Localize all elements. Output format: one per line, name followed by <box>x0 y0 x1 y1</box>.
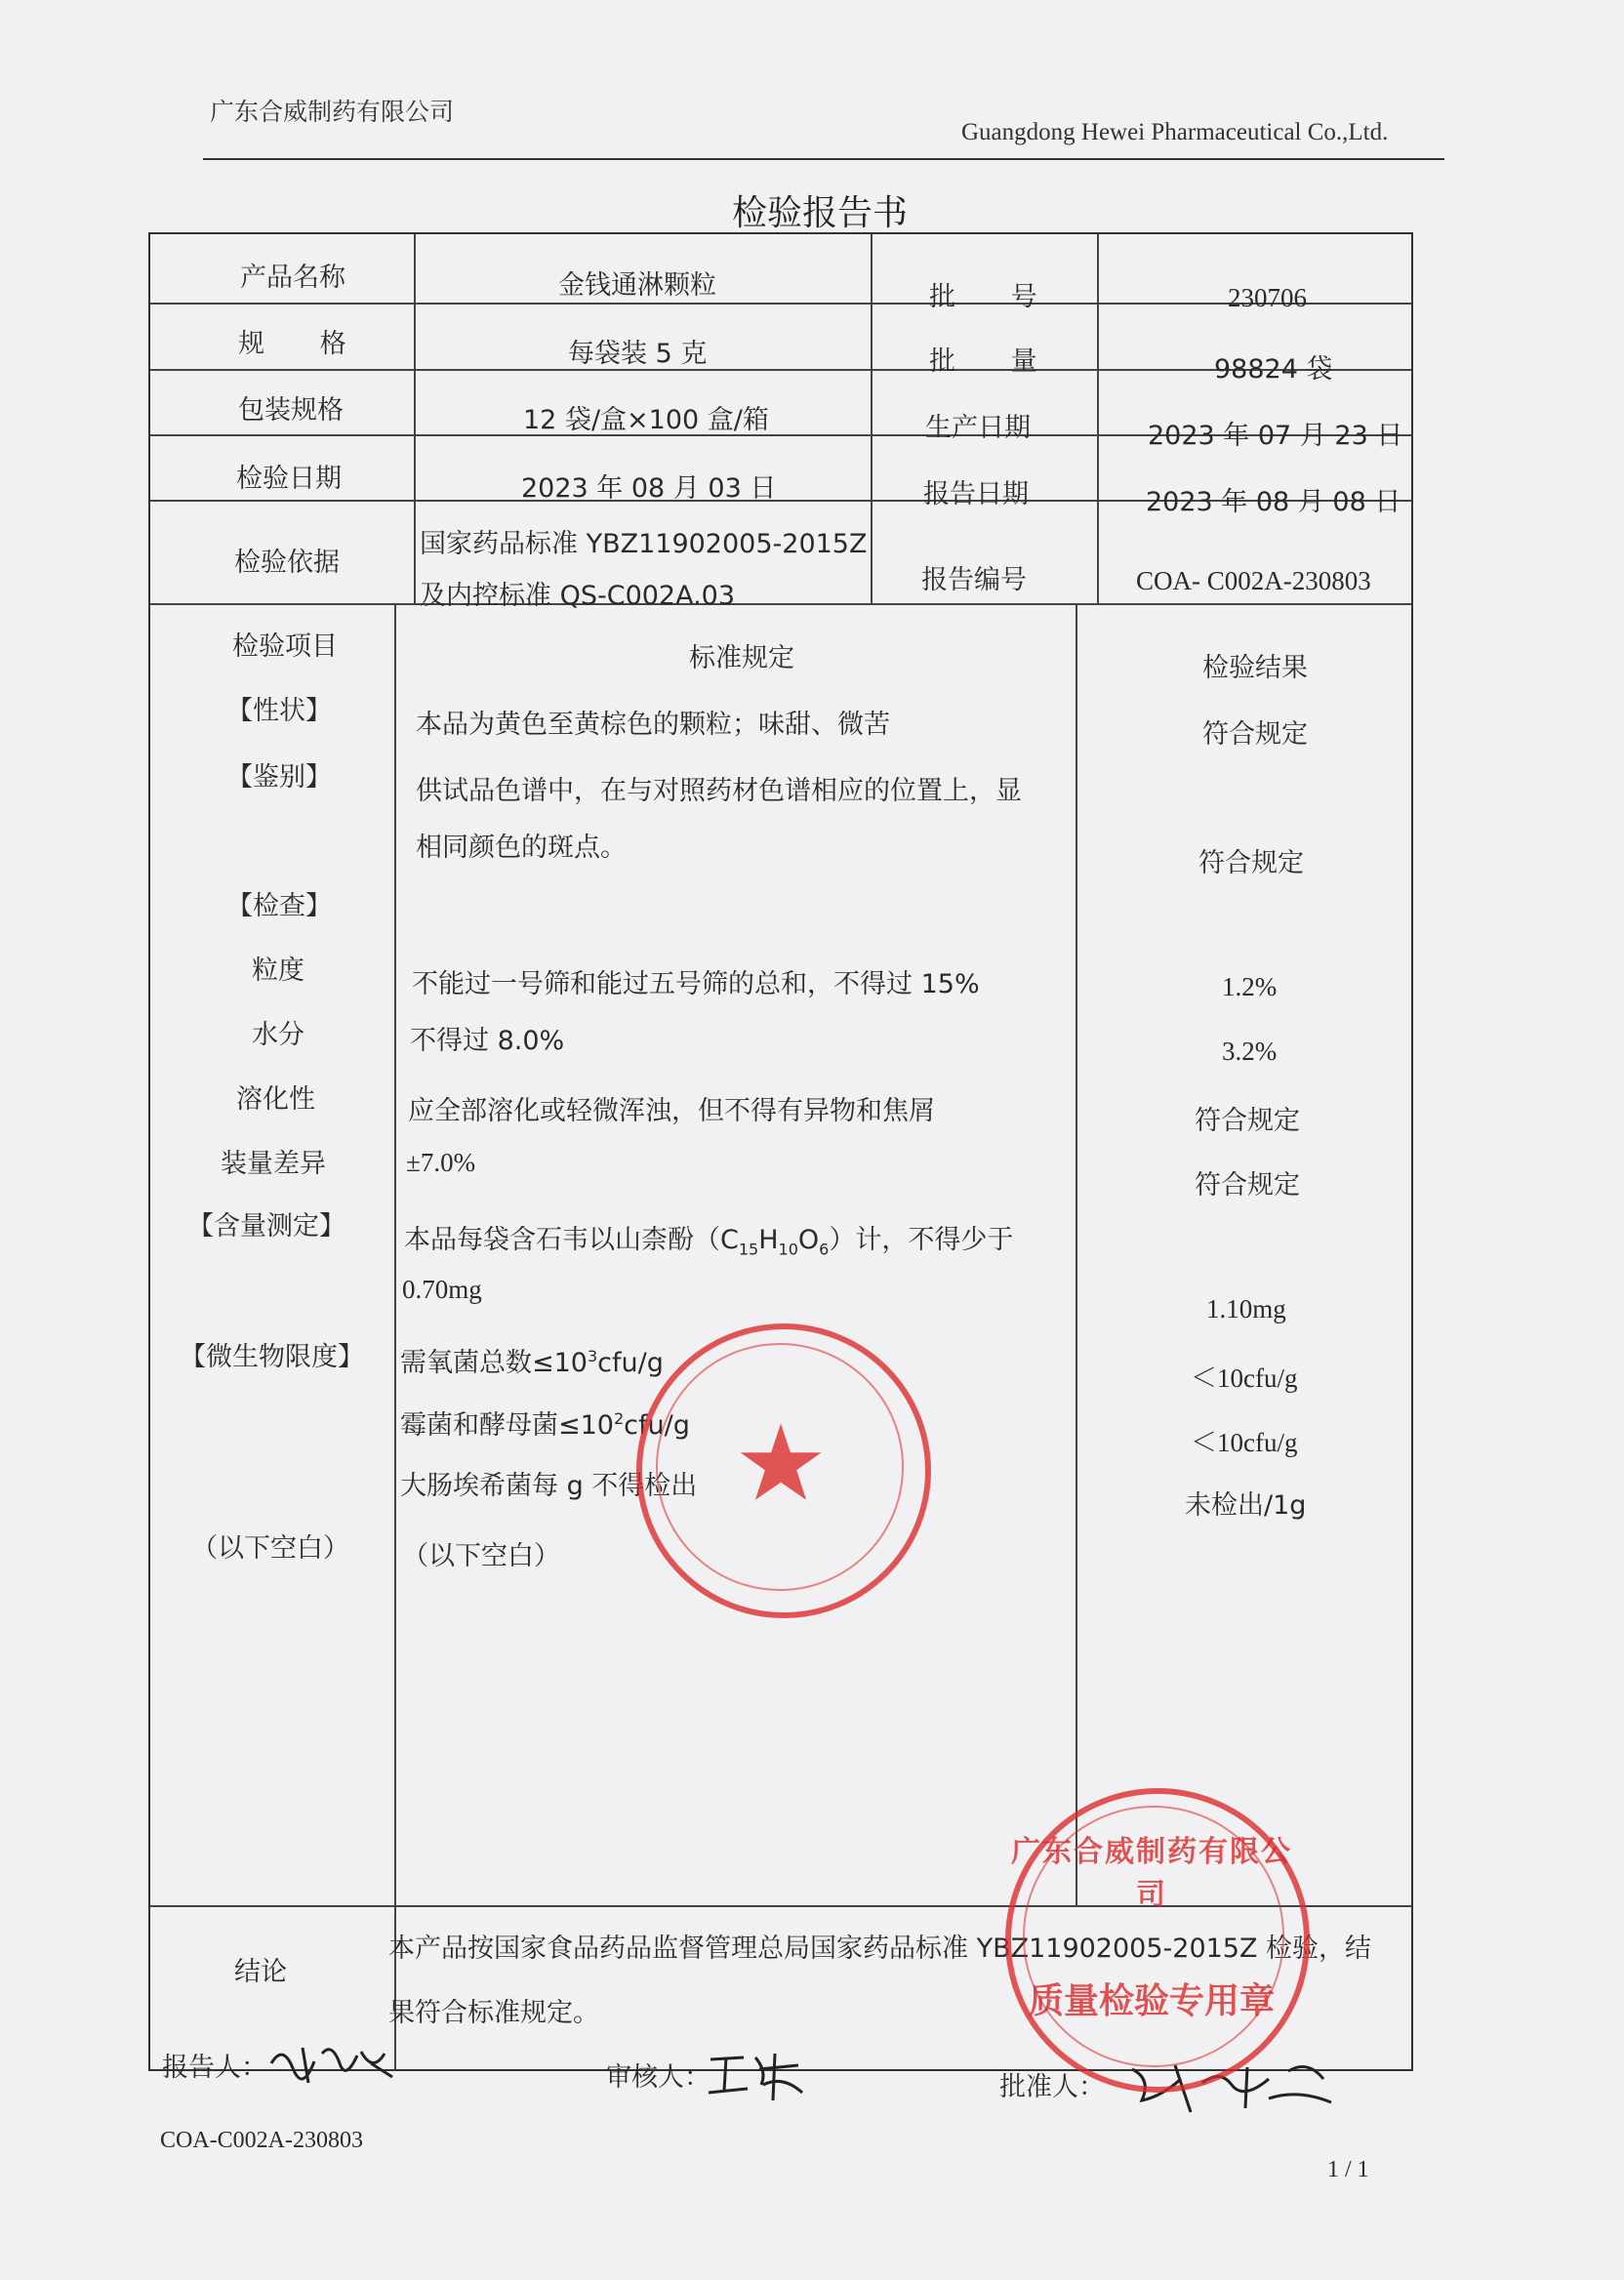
company-name-en: Guangdong Hewei Pharmaceutical Co.,Ltd. <box>961 119 1389 145</box>
reviewer-signature <box>705 2046 812 2104</box>
footer-doc-no: COA-C002A-230803 <box>160 2128 363 2153</box>
report-date-value: 2023 年 08 月 08 日 <box>1146 487 1401 517</box>
row-divider <box>150 603 1411 605</box>
std-mold: 霉菌和酵母菌$\le 10^2cfu/g$ <box>400 1409 690 1441</box>
reviewer-label: 审核人： <box>605 2062 710 2093</box>
conclusion-line1: 本产品按国家食品药品监督管理总局国家药品标准 YBZ11902005-2015Z 检验，结 <box>388 1934 1372 1964</box>
reporter-signature <box>264 2034 400 2093</box>
item-character: 【性状】 <box>226 696 332 726</box>
header-rule <box>203 158 1444 160</box>
item-blank: （以下空白） <box>191 1533 349 1564</box>
batch-qty-label: 批 量 <box>929 346 1061 377</box>
item-moisture: 水分 <box>252 1020 304 1050</box>
star-icon <box>737 1419 825 1507</box>
std-identification-l1: 供试品色谱中，在与对照药材色谱相应的位置上，显 <box>416 776 1022 806</box>
result-character: 符合规定 <box>1202 719 1308 750</box>
page-number: 1 / 1 <box>1327 2157 1369 2182</box>
batch-no-label: 批 号 <box>929 282 1061 312</box>
company-name-cn: 广东合威制药有限公司 <box>210 98 455 126</box>
qc-seal-center-text: 质量检验专用章 <box>1028 1981 1275 2021</box>
approver-label: 批准人： <box>999 2072 1105 2102</box>
item-identification: 【鉴别】 <box>226 762 332 793</box>
batch-qty-value: 98824 袋 <box>1214 354 1333 385</box>
col-divider <box>1097 234 1099 603</box>
std-blank: （以下空白） <box>402 1541 560 1571</box>
result-assay: 1.10mg <box>1206 1294 1286 1323</box>
std-assay-l1: 本品每袋含石韦以山柰酚$(C_{15}H_{10}O_6)$计，不得少于 <box>404 1225 1014 1259</box>
qc-seal-ring-text: 广东合威制药有限公司 <box>1011 1835 1292 1912</box>
pack-value: 12 袋/盒×100 盒/箱 <box>523 405 769 435</box>
conclusion-label: 结论 <box>234 1957 287 1987</box>
item-inspection: 【检查】 <box>226 891 332 921</box>
result-moisture: 3.2% <box>1222 1037 1278 1066</box>
std-solubility: 应全部溶化或轻微浑浊，但不得有异物和焦屑 <box>408 1096 935 1126</box>
report-no-label: 报告编号 <box>921 565 1027 595</box>
std-assay-l2: 0.70mg <box>402 1275 482 1304</box>
conclusion-line2: 果符合标准规定。 <box>388 1998 599 2028</box>
std-ecoli: 大肠埃希菌每 g 不得检出 <box>400 1471 698 1501</box>
basis-line2: 及内控标准 QS-C002A.03 <box>420 581 736 611</box>
pack-label: 包装规格 <box>238 395 344 426</box>
result-granularity: 1.2% <box>1222 972 1278 1001</box>
col-divider <box>414 234 416 603</box>
report-title: 检验报告书 <box>731 193 908 233</box>
item-assay: 【含量测定】 <box>187 1211 345 1242</box>
basis-label: 检验依据 <box>234 548 340 578</box>
item-microbe: 【微生物限度】 <box>180 1342 364 1372</box>
result-identification: 符合规定 <box>1198 848 1304 878</box>
std-granularity: 不能过一号筛和能过五号筛的总和，不得过 15% <box>412 969 980 999</box>
row-divider <box>150 303 1411 305</box>
col-divider <box>1076 603 1077 1905</box>
reporter-label: 报告人： <box>162 2053 267 2083</box>
std-fill-variation: ±7.0% <box>406 1148 476 1177</box>
spec-value: 每袋装 5 克 <box>568 339 708 369</box>
basis-line1: 国家药品标准 YBZ11902005-2015Z <box>420 529 868 559</box>
batch-no-value: 230706 <box>1228 283 1307 312</box>
result-solubility: 符合规定 <box>1195 1106 1300 1136</box>
std-character: 本品为黄色至黄棕色的颗粒；味甜、微苦 <box>416 710 890 740</box>
header-result: 检验结果 <box>1202 653 1308 683</box>
header-standard: 标准规定 <box>689 643 794 673</box>
qc-seal-icon <box>1005 1788 1310 2093</box>
spec-label: 规 格 <box>238 329 370 359</box>
mfg-date-value: 2023 年 07 月 23 日 <box>1148 421 1403 451</box>
item-granularity: 粒度 <box>252 956 304 986</box>
test-date-label: 检验日期 <box>236 464 342 494</box>
result-ecoli: 未检出/1g <box>1185 1490 1307 1521</box>
product-name-label: 产品名称 <box>240 263 345 293</box>
result-fill-variation: 符合规定 <box>1195 1170 1300 1201</box>
product-name-value: 金钱通淋颗粒 <box>558 270 716 301</box>
item-solubility: 溶化性 <box>236 1084 315 1115</box>
item-fill-variation: 装量差异 <box>221 1149 326 1179</box>
std-moisture: 不得过 8.0% <box>410 1026 565 1056</box>
std-aerobic: 需氧菌总数$\le 10^3cfu/g$ <box>400 1347 664 1378</box>
result-aerobic: ＜10cfu/g <box>1191 1364 1298 1393</box>
result-mold: ＜10cfu/g <box>1191 1428 1298 1457</box>
test-date-value: 2023 年 08 月 03 日 <box>521 473 777 504</box>
col-divider <box>394 603 396 2069</box>
std-identification-l2: 相同颜色的斑点。 <box>416 833 627 863</box>
col-divider <box>871 234 873 603</box>
report-date-label: 报告日期 <box>923 479 1029 509</box>
inspection-seal-icon <box>636 1323 931 1618</box>
mfg-date-label: 生产日期 <box>925 413 1031 443</box>
report-no-value: COA- C002A-230803 <box>1136 566 1371 595</box>
header-item: 检验项目 <box>232 631 338 662</box>
